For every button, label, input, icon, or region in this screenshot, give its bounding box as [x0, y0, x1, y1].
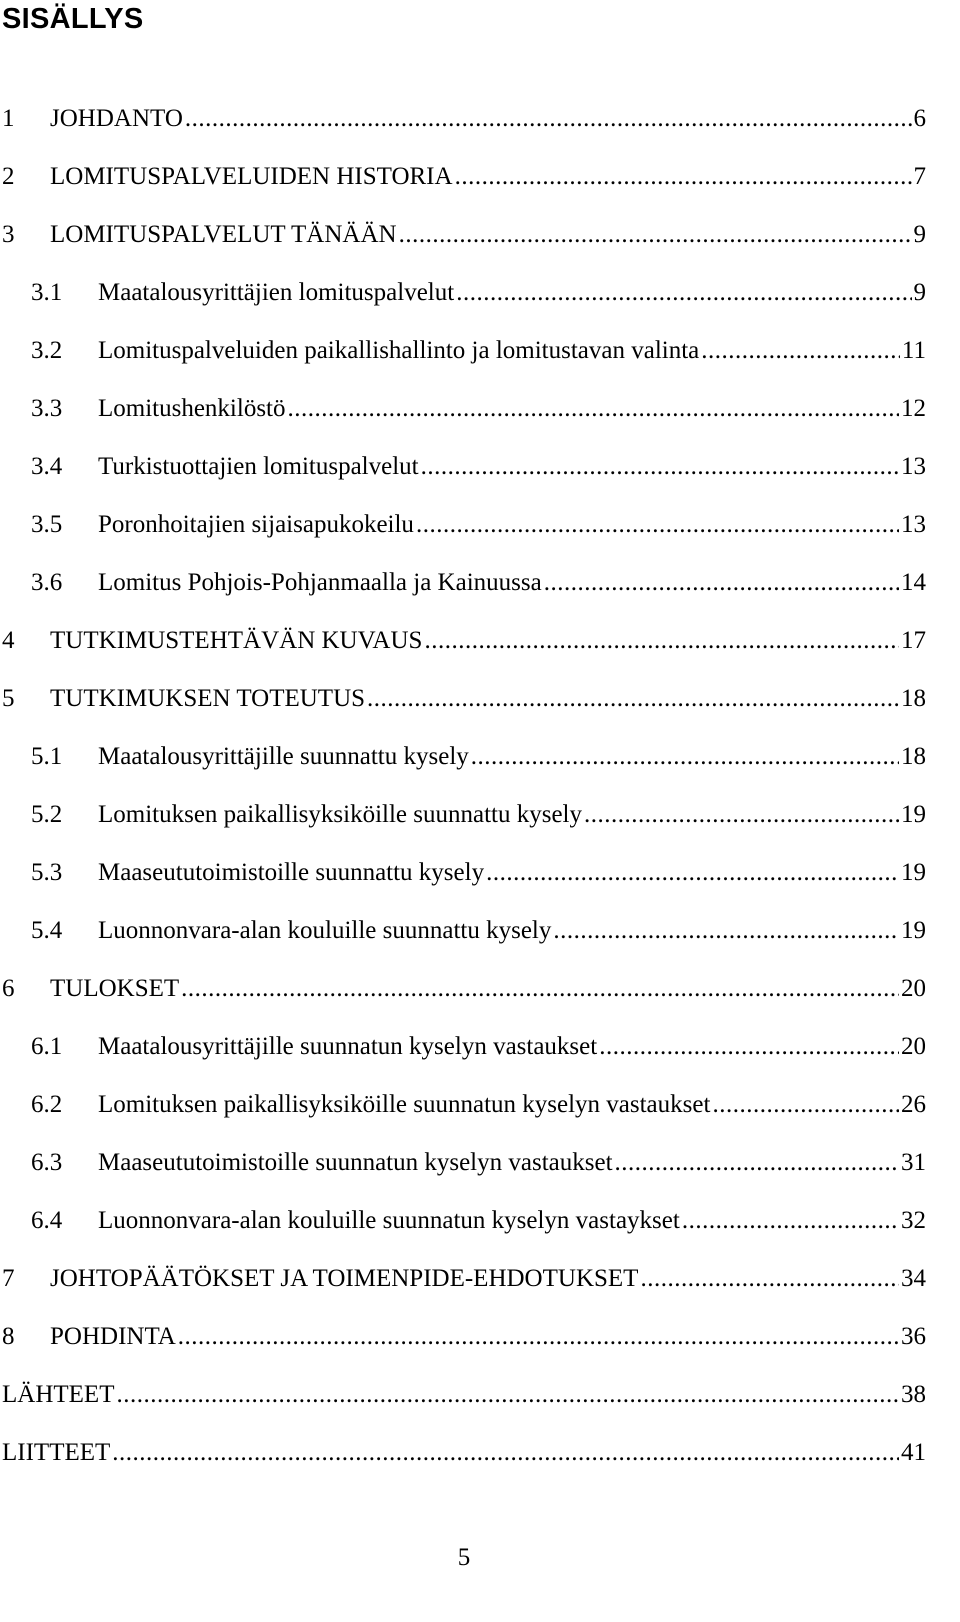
toc-entry-page: 20	[901, 975, 926, 1002]
toc-entry[interactable]	[0, 394, 960, 452]
toc-dot-leader	[421, 452, 899, 482]
toc-entry-title: TULOKSET	[50, 975, 180, 1002]
toc-entry-page: 41	[901, 1439, 926, 1466]
toc-dot-leader	[682, 1206, 899, 1236]
toc-entry[interactable]	[0, 220, 960, 278]
toc-entry-number: 6	[2, 975, 15, 1002]
toc-entry-number: 5.4	[31, 917, 63, 944]
toc-dot-leader	[416, 510, 899, 540]
toc-dot-leader	[584, 800, 899, 830]
toc-entry[interactable]	[0, 452, 960, 510]
toc-entry-page: 12	[901, 395, 926, 422]
toc-entry[interactable]	[0, 162, 960, 220]
toc-entry[interactable]	[0, 336, 960, 394]
toc-entry-number: 4	[2, 627, 15, 654]
toc-entry-title: Lomituksen paikallisyksiköille suunnattu kysely	[98, 801, 582, 828]
toc-entry-page: 38	[901, 1381, 926, 1408]
toc-entry-number: 1	[2, 105, 15, 132]
toc-entry-title: LIITTEET	[2, 1439, 111, 1466]
toc-entry-page: 18	[901, 685, 926, 712]
table-of-contents	[0, 104, 960, 1496]
toc-entry[interactable]	[0, 510, 960, 568]
toc-entry-number: 3.2	[31, 337, 63, 364]
toc-entry-number: 5	[2, 685, 15, 712]
toc-dot-leader	[471, 742, 899, 772]
toc-entry-page: 31	[901, 1149, 926, 1176]
toc-dot-leader	[399, 220, 912, 250]
toc-entry[interactable]	[0, 104, 960, 162]
toc-entry[interactable]	[0, 568, 960, 626]
toc-entry-page: 34	[901, 1265, 926, 1292]
toc-entry-number: 5.1	[31, 743, 63, 770]
toc-entry-number: 6.4	[31, 1207, 63, 1234]
toc-dot-leader	[456, 278, 911, 308]
toc-dot-leader	[185, 104, 912, 134]
toc-entry-title: Lomitus Pohjois-Pohjanmaalla ja Kainuussa	[98, 569, 542, 596]
toc-entry-page: 19	[901, 917, 926, 944]
toc-entry-page: 14	[901, 569, 926, 596]
toc-entry[interactable]	[0, 626, 960, 684]
toc-entry-title: Maatalousyrittäjille suunnatun kyselyn vastaukset	[98, 1033, 598, 1060]
toc-entry[interactable]	[0, 1032, 960, 1090]
toc-entry-number: 7	[2, 1265, 15, 1292]
toc-entry-number: 2	[2, 163, 15, 190]
toc-entry-title: Luonnonvara-alan kouluille suunnatun kyselyn vastaykset	[98, 1207, 680, 1234]
toc-entry-title: Lomitushenkilöstö	[98, 395, 286, 422]
toc-entry-page: 13	[901, 511, 926, 538]
toc-entry-page: 36	[901, 1323, 926, 1350]
toc-entry-number: 3	[2, 221, 15, 248]
toc-entry-number: 5.3	[31, 859, 63, 886]
toc-entry-page: 11	[901, 337, 926, 364]
toc-entry-number: 3.3	[31, 395, 63, 422]
toc-entry-page: 7	[913, 163, 926, 190]
toc-entry[interactable]	[0, 858, 960, 916]
toc-entry-number: 6.1	[31, 1033, 63, 1060]
toc-dot-leader	[544, 568, 899, 598]
toc-entry-number: 3.5	[31, 511, 63, 538]
toc-entry-title: Maatalousyrittäjille suunnattu kysely	[98, 743, 469, 770]
toc-entry-page: 9	[913, 221, 926, 248]
page-number: 5	[457, 1544, 471, 1571]
toc-entry-page: 20	[901, 1033, 926, 1060]
toc-entry-title: POHDINTA	[50, 1323, 176, 1350]
toc-entry[interactable]	[0, 1090, 960, 1148]
toc-entry[interactable]	[0, 800, 960, 858]
toc-entry-number: 8	[2, 1323, 15, 1350]
toc-entry[interactable]	[0, 278, 960, 336]
toc-entry[interactable]	[0, 1438, 960, 1496]
toc-entry-title: LOMITUSPALVELUT TÄNÄÄN	[50, 221, 397, 248]
toc-dot-leader	[288, 394, 900, 424]
toc-entry[interactable]	[0, 742, 960, 800]
toc-entry-title: LOMITUSPALVELUIDEN HISTORIA	[50, 163, 453, 190]
toc-dot-leader	[553, 916, 899, 946]
toc-entry-title: Poronhoitajien sijaisapukokeilu	[98, 511, 414, 538]
toc-entry-title: JOHDANTO	[50, 105, 183, 132]
toc-entry-title: Lomituksen paikallisyksiköille suunnatun kyselyn vastaukset	[98, 1091, 711, 1118]
toc-entry-title: JOHTOPÄÄTÖKSET JA TOIMENPIDE-EHDOTUKSET	[50, 1265, 639, 1292]
toc-entry-page: 13	[901, 453, 926, 480]
toc-dot-leader	[712, 1090, 899, 1120]
toc-entry-page: 18	[901, 743, 926, 770]
toc-entry-title: TUTKIMUSTEHTÄVÄN KUVAUS	[50, 627, 423, 654]
toc-entry-title: Maaseututoimistoille suunnatun kyselyn vastaukset	[98, 1149, 613, 1176]
toc-entry-page: 19	[901, 801, 926, 828]
toc-dot-leader	[367, 684, 899, 714]
toc-entry-number: 3.1	[31, 279, 63, 306]
toc-entry[interactable]	[0, 1322, 960, 1380]
toc-entry-page: 26	[901, 1091, 926, 1118]
toc-entry-title: LÄHTEET	[2, 1381, 115, 1408]
toc-dot-leader	[599, 1032, 899, 1062]
toc-entry[interactable]	[0, 974, 960, 1032]
toc-dot-leader	[486, 858, 899, 888]
toc-dot-leader	[640, 1264, 899, 1294]
toc-entry-number: 3.6	[31, 569, 63, 596]
toc-entry-title: Maaseututoimistoille suunnattu kysely	[98, 859, 485, 886]
toc-dot-leader	[455, 162, 912, 192]
toc-entry-page: 6	[913, 105, 926, 132]
toc-entry[interactable]	[0, 1380, 960, 1438]
toc-dot-leader	[112, 1438, 899, 1468]
toc-entry-page: 17	[901, 627, 926, 654]
toc-entry-title: Luonnonvara-alan kouluille suunnattu kysely	[98, 917, 552, 944]
toc-entry[interactable]	[0, 1264, 960, 1322]
toc-dot-leader	[116, 1380, 899, 1410]
toc-entry-number: 6.2	[31, 1091, 63, 1118]
toc-entry[interactable]	[0, 1206, 960, 1264]
toc-dot-leader	[181, 974, 899, 1004]
toc-entry[interactable]	[0, 684, 960, 742]
toc-dot-leader	[701, 336, 900, 366]
toc-entry-title: Maatalousyrittäjien lomituspalvelut	[98, 279, 455, 306]
toc-entry-title: Lomituspalveluiden paikallishallinto ja lomitustavan valinta	[98, 337, 700, 364]
toc-entry-page: 9	[913, 279, 926, 306]
toc-entry-title: TUTKIMUKSEN TOTEUTUS	[50, 685, 366, 712]
toc-entry-number: 6.3	[31, 1149, 63, 1176]
toc-entry-title: Turkistuottajien lomituspalvelut	[98, 453, 419, 480]
toc-dot-leader	[178, 1322, 899, 1352]
toc-title: SISÄLLYS	[2, 3, 144, 35]
toc-entry-number: 5.2	[31, 801, 63, 828]
toc-entry[interactable]	[0, 916, 960, 974]
toc-entry-page: 19	[901, 859, 926, 886]
toc-dot-leader	[424, 626, 899, 656]
toc-entry-number: 3.4	[31, 453, 63, 480]
toc-entry-page: 32	[901, 1207, 926, 1234]
toc-entry[interactable]	[0, 1148, 960, 1206]
toc-dot-leader	[615, 1148, 899, 1178]
